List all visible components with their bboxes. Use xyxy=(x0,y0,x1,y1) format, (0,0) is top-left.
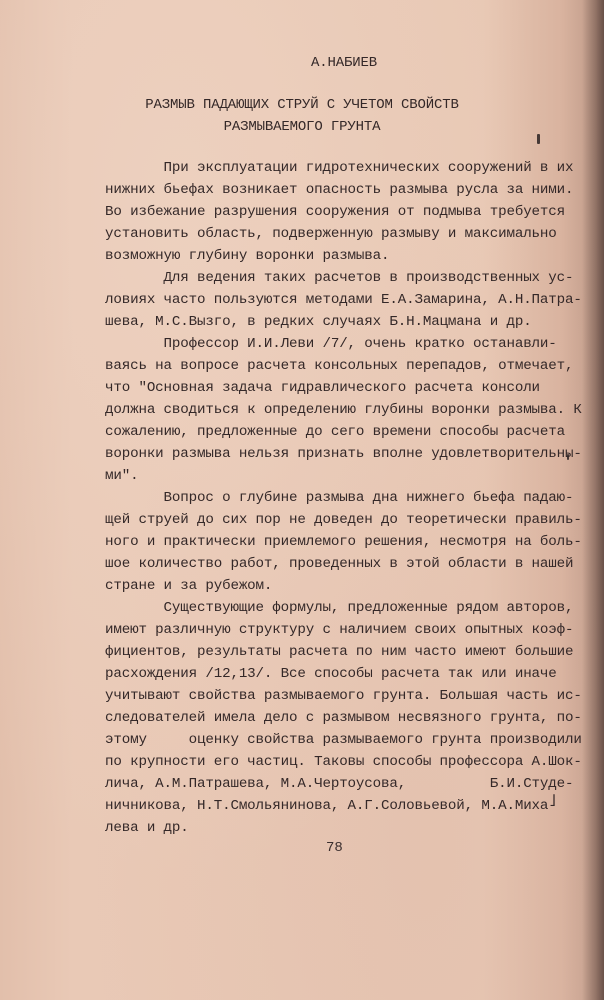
body-line: ваясь на вопросе расчета консольных перепадов, отмечает, xyxy=(105,358,574,374)
body-line: Во избежание разрушения сооружения от подмыва требуется xyxy=(105,204,566,220)
body-line: Существующие формулы, предложенные рядом авторов, xyxy=(105,600,574,616)
body-line: имеют различную структуру с наличием своих опытных коэф- xyxy=(105,622,574,638)
body-line: стране и за рубежом. xyxy=(105,578,273,594)
body-line: Вопрос о глубине размыва дна нижнего бьефа падаю- xyxy=(105,490,574,506)
body-line: ми". xyxy=(105,468,139,484)
body-line: расхождения /12,13/. Все способы расчета так или иначе xyxy=(105,666,557,682)
body-line: фициентов, результаты расчета по ним часто имеют большие xyxy=(105,644,574,660)
page-edge-shadow xyxy=(582,0,604,1000)
title-line-1: РАЗМЫВ ПАДАЮЩИХ СТРУЙ С УЧЕТОМ СВОЙСТВ xyxy=(145,97,459,113)
title-line-2: РАЗМЫВАЕМОГО ГРУНТА xyxy=(223,119,381,135)
body-line: следователей имела дело с размывом несвязного грунта, по- xyxy=(105,710,582,726)
body-line: этому оценку свойства размываемого грунта производили xyxy=(105,732,582,748)
body-line: сожалению, предложенные до сего времени способы расчета xyxy=(105,424,566,440)
body-line: возможную глубину воронки размыва. xyxy=(105,248,390,264)
body-line: ловиях часто пользуются методами Е.А.Замарина, А.Н.Патра- xyxy=(105,292,582,308)
author-name: А.НАБИЕВ xyxy=(311,55,378,71)
body-line: Профессор И.И.Леви /7/, очень кратко останавли- xyxy=(105,336,557,352)
body-line: При эксплуатации гидротехнических сооружений в их xyxy=(105,160,574,176)
body-line: Для ведения таких расчетов в производственных ус- xyxy=(105,270,574,286)
body-line: шое количество работ, проведенных в этой области в нашей xyxy=(105,556,574,572)
ink-mark xyxy=(537,134,540,144)
body-line: щей струей до сих пор не доведен до теоретически правиль- xyxy=(105,512,582,528)
body-line: воронки размыва нельзя признать вполне удовлетворительны- xyxy=(105,446,582,462)
body-line: лева и др. xyxy=(105,820,189,836)
body-line: лича, А.М.Патрашева, М.А.Чертоусова, Б.И.Студе- xyxy=(105,776,574,792)
body-line: нижних бьефах возникает опасность размыва русла за ними. xyxy=(105,182,574,198)
body-line: что "Основная задача гидравлического расчета консоли xyxy=(105,380,540,396)
page-number: 78 xyxy=(326,840,343,856)
body-line: учитывают свойства размываемого грунта. Большая часть ис- xyxy=(105,688,582,704)
body-line: ного и практически приемлемого решения, несмотря на боль- xyxy=(105,534,582,550)
body-line: шева, М.С.Вызго, в редких случаях Б.Н.Мацмана и др. xyxy=(105,314,532,330)
body-line: по крупности его частиц. Таковы способы профессора А.Шок- xyxy=(105,754,582,770)
body-line: установить область, подверженную размыву и максимально xyxy=(105,226,557,242)
body-line: ничникова, Н.Т.Смольянинова, А.Г.Соловьевой, М.А.Миха- xyxy=(105,798,557,814)
body-line: должна сводиться к определению глубины воронки размыва. К xyxy=(105,402,582,418)
